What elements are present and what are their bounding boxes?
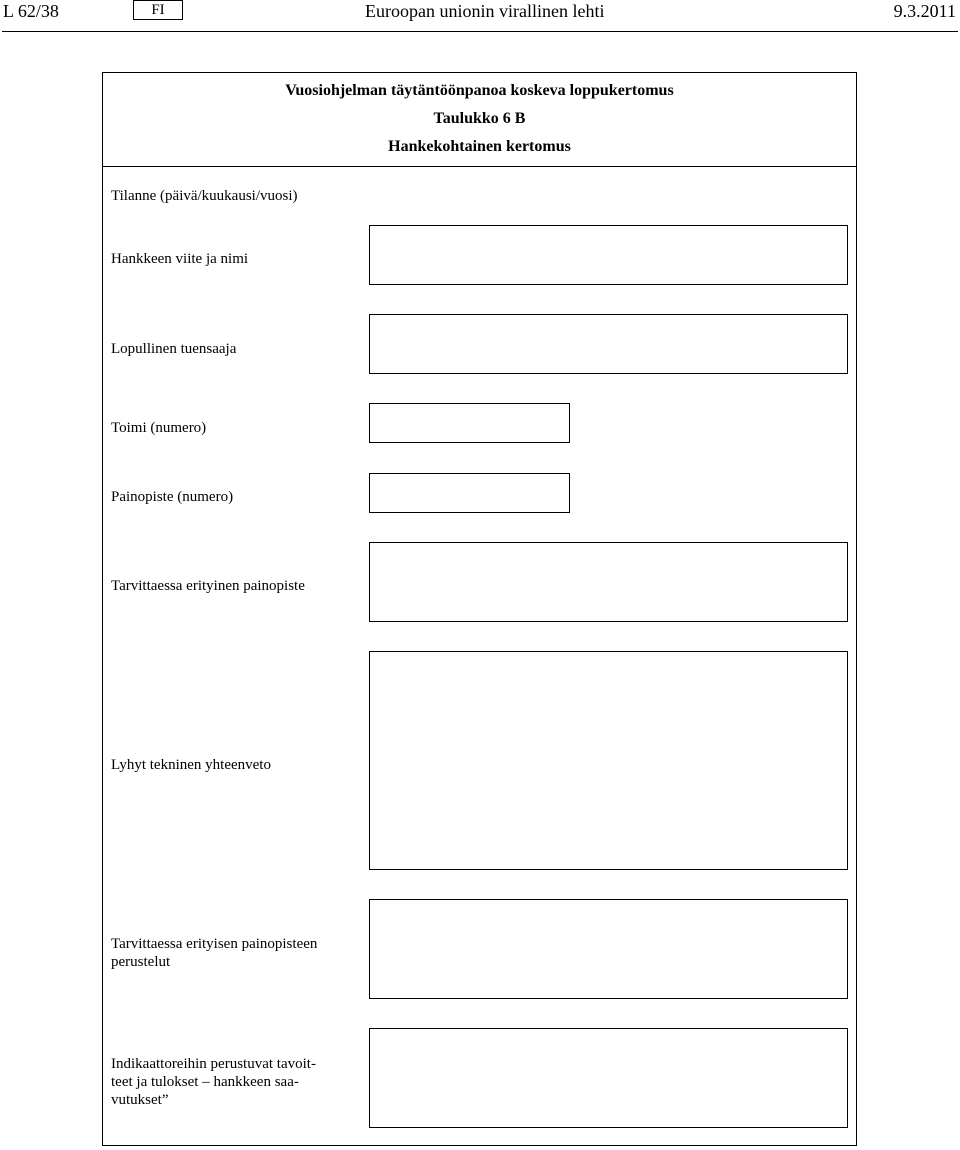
action-label: Toimi (numero) [111,420,207,436]
language-badge: FI [133,0,183,20]
page-reference: L 62/38 [3,1,59,21]
form-title: Vuosiohjelman täytäntöönpanoa koskeva loppukertomus [285,82,674,99]
journal-title: Euroopan unionin virallinen lehti [365,1,605,21]
technical-summary-field[interactable] [369,651,848,870]
status-date-label: Tilanne (päivä/kuukausi/vuosi) [111,188,298,204]
technical-summary-label: Lyhyt tekninen yhteenveto [111,757,271,773]
justification-label-line2: perustelut [111,954,171,970]
justification-label-line1: Tarvittaessa erityisen painopisteen [111,936,318,952]
results-field[interactable] [369,1028,848,1128]
form-subtitle: Hankekohtainen kertomus [388,138,571,155]
project-ref-field[interactable] [369,225,848,285]
beneficiary-label: Lopullinen tuensaaja [111,341,237,357]
report-form [102,72,857,1146]
project-ref-label: Hankkeen viite ja nimi [111,251,249,267]
table-number: Taulukko 6 B [433,110,526,127]
beneficiary-field[interactable] [369,314,848,374]
justification-field[interactable] [369,899,848,999]
action-number-field[interactable] [369,403,570,443]
priority-label: Painopiste (numero) [111,489,234,505]
results-label-line3: vutukset” [111,1092,169,1108]
publication-date: 9.3.2011 [893,1,956,21]
form-title-block [103,73,856,167]
results-label-line1: Indikaattoreihin perustuvat tavoit- [111,1056,316,1072]
specific-priority-label: Tarvittaessa erityinen painopiste [111,578,305,594]
priority-number-field[interactable] [369,473,570,513]
specific-priority-field[interactable] [369,542,848,622]
results-label-line2: teet ja tulokset – hankkeen saa- [111,1074,299,1090]
header-divider [2,31,958,32]
